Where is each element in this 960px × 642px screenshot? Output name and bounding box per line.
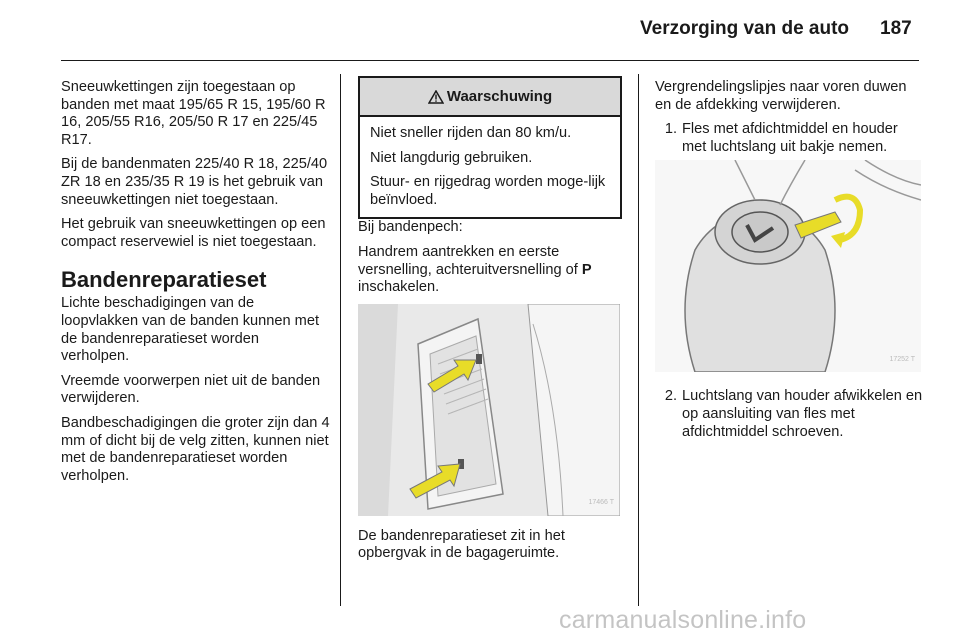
section-heading: Bandenreparatieset <box>61 267 267 293</box>
step-number: 1. <box>664 121 677 138</box>
step-item <box>655 121 923 156</box>
watermark: carmanualsonline.info <box>559 606 807 634</box>
handbrake-instruction-text: Handrem aantrekken en eerste versnelling, achteruitversnelling of P inschakelen. <box>358 243 592 296</box>
kit-location-text: De bandenreparatieset zit in het opbergvak in de bagageruimte. <box>358 527 565 562</box>
warning-box <box>358 76 622 219</box>
warning-triangle-icon <box>428 90 444 104</box>
snow-chains-spare-wheel-text: Het gebruik van sneeuwkettingen op een compact reservewiel is niet toegestaan. <box>61 216 326 250</box>
warning-title: Waarschuwing <box>446 87 553 105</box>
page-header-title: Verzorging van de auto <box>640 18 850 39</box>
step-text: Fles met afdichtmiddel en houder met luchtslang uit bakje nemen. <box>682 121 898 155</box>
column-right <box>655 79 923 441</box>
header-rule <box>61 60 919 61</box>
warning-body <box>360 117 620 217</box>
damage-limit-text: Bandbeschadigingen die groter zijn dan 4 mm of dicht bij de velg zitten, kunnen niet met de bandenreparatieset worden verholpen. <box>61 414 330 484</box>
illustration-code: 17252 T <box>889 355 915 363</box>
step-number: 2. <box>664 388 677 405</box>
sealant-bottle-drawing <box>655 160 921 372</box>
repair-kit-intro-text: Lichte beschadigingen van de loopvlakken van de banden kunnen met de bandenreparatieset worden verholpen. <box>61 295 320 365</box>
step-text: Luchtslang van houder afwikkelen en op aansluiting van fles met afdichtmiddel schroeven. <box>682 388 923 440</box>
tyre-failure-label: Bij bandenpech: <box>358 219 463 236</box>
push-tabs-instruction: Vergrendelingslipjes naar voren duwen en de afdekking verwijderen. <box>655 79 907 113</box>
step-item <box>655 388 923 441</box>
column-middle <box>358 76 622 570</box>
foreign-objects-text: Vreemde voorwerpen niet uit de banden verwijderen. <box>61 372 321 407</box>
snow-chains-not-allowed-text: Bij de bandenmaten 225/40 R 18, 225/40 ZR 18 en 235/35 R 19 is het gebruik van sneeuwkettingen niet toegestaan. <box>61 156 328 208</box>
warning-line: Stuur- en rijgedrag worden moge-lijk beïnvloed. <box>370 174 606 208</box>
column-divider-1 <box>340 74 341 606</box>
warning-header <box>360 78 620 117</box>
sealant-bottle-illustration <box>655 160 921 372</box>
luggage-compartment-illustration <box>358 304 620 516</box>
illustration-code: 17466 T <box>588 499 614 507</box>
column-divider-2 <box>638 74 639 606</box>
column-left <box>61 79 331 492</box>
storage-compartment-drawing <box>358 304 620 516</box>
snow-chains-sizes-text: Sneeuwkettingen zijn toegestaan op banden met maat 195/65 R 15, 195/60 R 16, 205/55 R16, 205/50 R 17 en 225/45 R17. <box>61 79 326 148</box>
warning-line: Niet sneller rijden dan 80 km/u. <box>370 125 572 141</box>
page-number: 187 <box>880 18 912 39</box>
warning-line: Niet langdurig gebruiken. <box>370 149 533 166</box>
